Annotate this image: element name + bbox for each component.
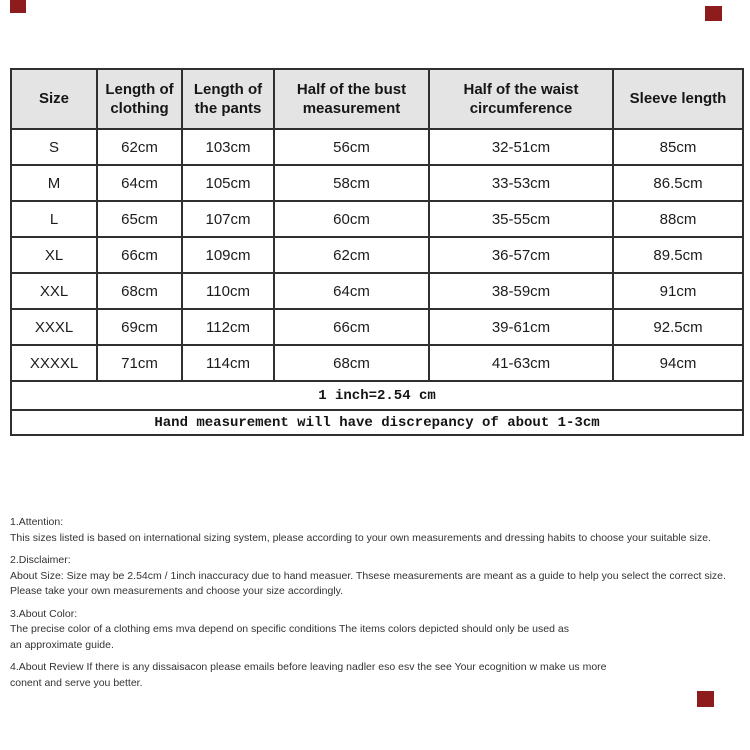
note-line: 1.Attention: <box>10 516 64 528</box>
table-footnote-row <box>11 381 743 410</box>
note-line: an approximate guide. <box>10 638 114 651</box>
note-line: 3.About Color: <box>10 607 78 620</box>
measurement-cell: 41-63cm <box>429 345 613 381</box>
measurement-cell: 86.5cm <box>613 165 743 201</box>
size-cell: XXXXL <box>11 345 97 381</box>
notes <box>10 515 748 698</box>
measurement-cell: 69cm <box>97 309 182 345</box>
note-line: conent and serve you better. <box>10 676 143 689</box>
column-header: Size <box>11 69 97 129</box>
note-block <box>10 660 748 691</box>
measurement-cell: 68cm <box>97 273 182 309</box>
table-row <box>11 165 743 201</box>
red-mark-top-left <box>10 0 26 13</box>
red-mark-bottom-right <box>697 691 714 707</box>
column-header: Half of the waist circumference <box>429 69 613 129</box>
size-table-header-row <box>11 69 743 129</box>
measurement-cell: 91cm <box>613 273 743 309</box>
size-cell: XXXL <box>11 309 97 345</box>
measurement-cell: 85cm <box>613 129 743 165</box>
size-cell: L <box>11 201 97 237</box>
note-line: 4.About Review If there is any dissaisacon please emails before leaving nadler eso esv the see Your ecognition w make us more <box>10 661 607 673</box>
measurement-cell: 89.5cm <box>613 237 743 273</box>
measurement-cell: 109cm <box>182 237 274 273</box>
measurement-cell: 71cm <box>97 345 182 381</box>
measurement-cell: 60cm <box>274 201 429 237</box>
size-cell: S <box>11 129 97 165</box>
column-header: Length of the pants <box>182 69 274 129</box>
measurement-cell: 32-51cm <box>429 129 613 165</box>
size-cell: XXL <box>11 273 97 309</box>
note-line: Please take your own measurements and choose your size accordingly. <box>10 585 344 597</box>
table-footnote-row <box>11 410 743 435</box>
table-footnote: Hand measurement will have discrepancy of about 1-3cm <box>11 410 743 435</box>
column-header: Sleeve length <box>613 69 743 129</box>
note-block <box>10 553 748 600</box>
measurement-cell: 62cm <box>274 237 429 273</box>
size-table-body <box>11 129 743 435</box>
measurement-cell: 64cm <box>97 165 182 201</box>
measurement-cell: 103cm <box>182 129 274 165</box>
size-cell: M <box>11 165 97 201</box>
measurement-cell: 39-61cm <box>429 309 613 345</box>
note-line: 2.Disclaimer: <box>10 554 71 566</box>
table-footnote: 1 inch=2.54 cm <box>11 381 743 410</box>
measurement-cell: 88cm <box>613 201 743 237</box>
measurement-cell: 36-57cm <box>429 237 613 273</box>
measurement-cell: 66cm <box>97 237 182 273</box>
note-block <box>10 607 748 654</box>
note-block <box>10 515 748 546</box>
table-row <box>11 201 743 237</box>
measurement-cell: 107cm <box>182 201 274 237</box>
table-row <box>11 345 743 381</box>
measurement-cell: 33-53cm <box>429 165 613 201</box>
measurement-cell: 92.5cm <box>613 309 743 345</box>
table-row <box>11 309 743 345</box>
note-line: About Size: Size may be 2.54cm / 1inch inaccuracy due to hand measuer. Thsese measurements are meant as a guide to help you select the correct size. <box>10 569 726 582</box>
column-header: Half of the bust measurement <box>274 69 429 129</box>
note-line: The precise color of a clothing ems mva depend on specific conditions The items colors depicted should only be used as <box>10 623 569 635</box>
table-row <box>11 273 743 309</box>
measurement-cell: 65cm <box>97 201 182 237</box>
measurement-cell: 112cm <box>182 309 274 345</box>
measurement-cell: 35-55cm <box>429 201 613 237</box>
measurement-cell: 110cm <box>182 273 274 309</box>
measurement-cell: 94cm <box>613 345 743 381</box>
measurement-cell: 64cm <box>274 273 429 309</box>
measurement-cell: 58cm <box>274 165 429 201</box>
table-row <box>11 129 743 165</box>
size-cell: XL <box>11 237 97 273</box>
measurement-cell: 105cm <box>182 165 274 201</box>
column-header: Length of clothing <box>97 69 182 129</box>
measurement-cell: 66cm <box>274 309 429 345</box>
measurement-cell: 56cm <box>274 129 429 165</box>
measurement-cell: 62cm <box>97 129 182 165</box>
measurement-cell: 38-59cm <box>429 273 613 309</box>
measurement-cell: 68cm <box>274 345 429 381</box>
note-line: This sizes listed is based on international sizing system, please according to your own measurements and dressing habits to choose your suitable size. <box>10 531 711 544</box>
table-row <box>11 237 743 273</box>
red-mark-top-right <box>705 6 722 21</box>
measurement-cell: 114cm <box>182 345 274 381</box>
size-chart-table <box>10 68 744 436</box>
